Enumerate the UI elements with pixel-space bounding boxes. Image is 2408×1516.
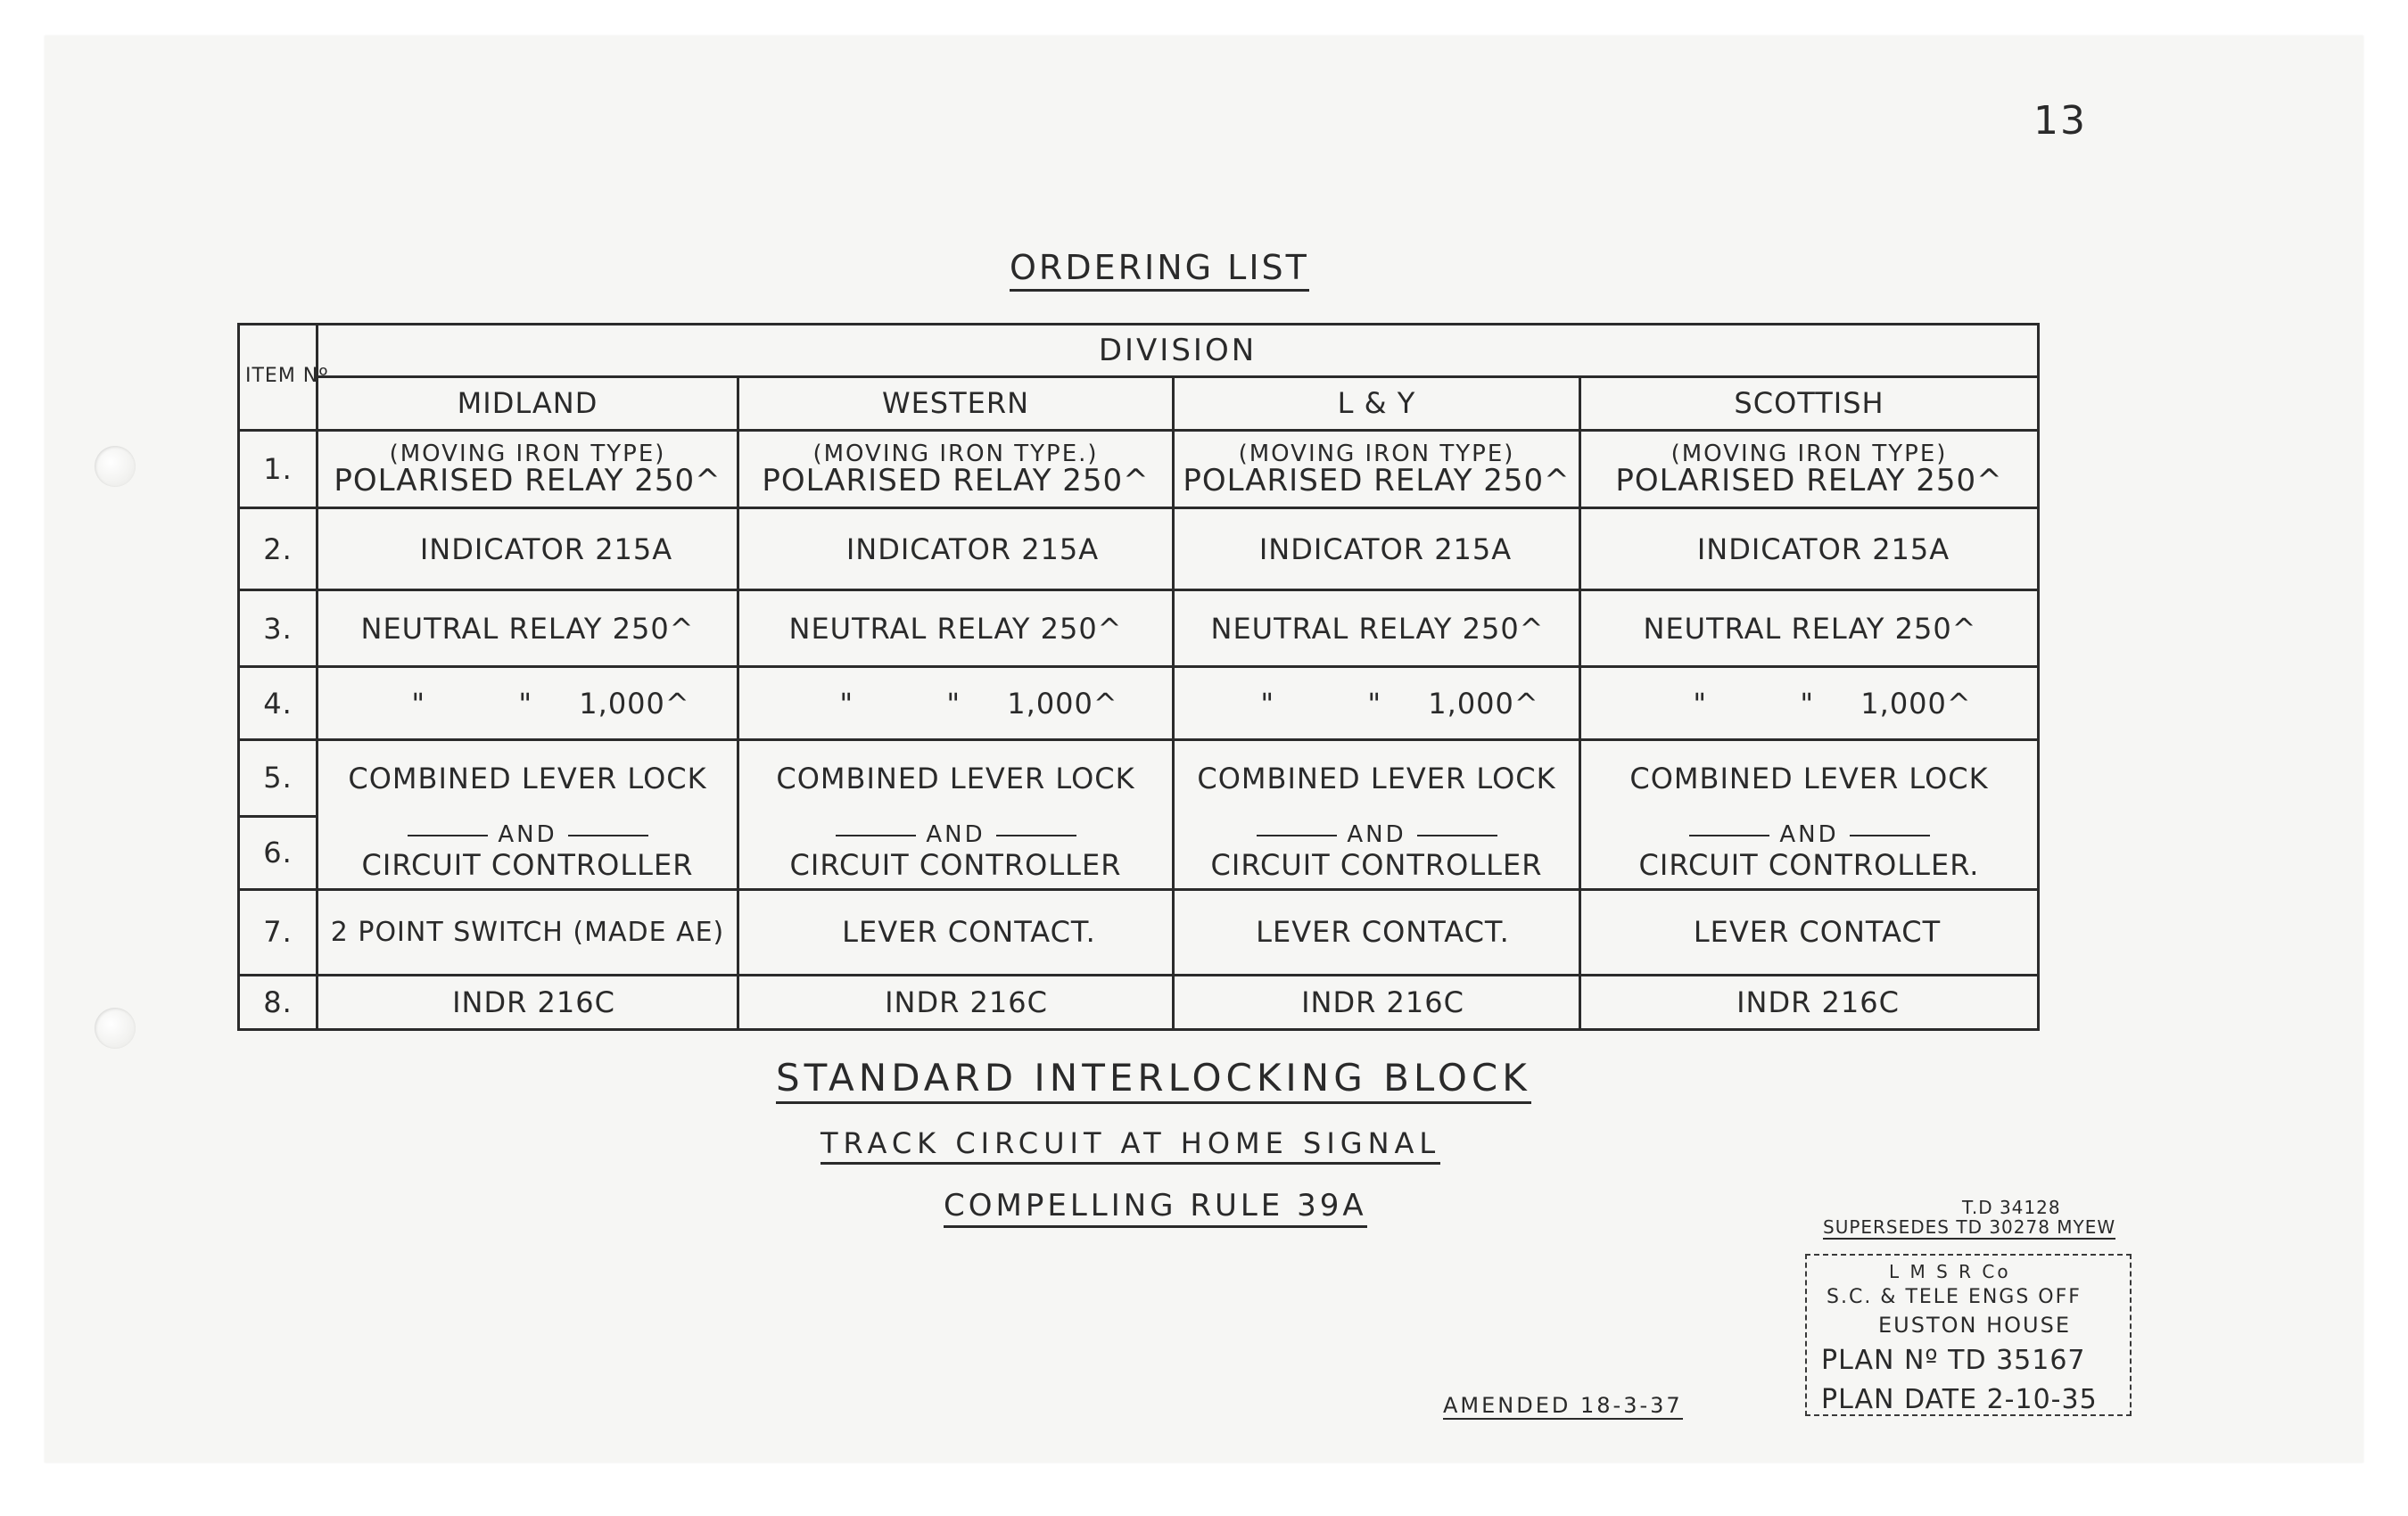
table-cell: NEUTRAL RELAY 250^ xyxy=(1174,590,1580,667)
cell-text: CIRCUIT CONTROLLER. xyxy=(1638,848,1980,883)
table-header-row xyxy=(239,325,2039,377)
division-western: WESTERN xyxy=(738,377,1174,430)
table-cell: NEUTRAL RELAY 250^ xyxy=(1580,590,2039,667)
table-cell xyxy=(317,816,738,889)
punch-hole-bottom xyxy=(95,1008,136,1049)
table-cell xyxy=(1580,816,2039,889)
stamp-box xyxy=(1805,1254,2132,1416)
ditto-value: 1,000^ xyxy=(1860,686,1972,721)
td-reference: T.D 34128 xyxy=(1962,1197,2061,1218)
table-cell: INDICATOR 215A xyxy=(1174,508,1580,590)
division-midland: MIDLAND xyxy=(317,377,738,430)
item-number: 2. xyxy=(239,508,317,590)
plan-date-value: 2-10-35 xyxy=(1986,1384,2098,1415)
relay-cell xyxy=(738,430,1174,508)
ditto-cell xyxy=(317,667,738,740)
item-number: 8. xyxy=(239,975,317,1029)
stamp-office: S.C. & TELE ENGS OFF xyxy=(1827,1286,2082,1308)
ditto-cell xyxy=(738,667,1174,740)
table-cell: INDR 216C xyxy=(1580,975,2039,1029)
relay-cell xyxy=(1580,430,2039,508)
relay-type-note: (MOVING IRON TYPE) xyxy=(389,440,666,467)
cell-text: CIRCUIT CONTROLLER xyxy=(1210,848,1543,883)
division-names-row xyxy=(239,377,2039,430)
table-cell: COMBINED LEVER LOCK xyxy=(317,739,738,816)
table-cell: COMBINED LEVER LOCK xyxy=(1580,739,2039,816)
page-title: ORDERING LIST xyxy=(1010,248,1309,292)
table-cell: INDICATOR 215A xyxy=(317,508,738,590)
and-connector: AND xyxy=(1587,821,2032,848)
item-number: 5. xyxy=(239,739,317,816)
and-connector: AND xyxy=(324,821,731,848)
ditto-mark: " xyxy=(946,686,961,721)
table-row xyxy=(239,667,2039,740)
ditto-mark: " xyxy=(518,686,533,721)
item-number: 4. xyxy=(239,667,317,740)
item-number: 1. xyxy=(239,430,317,508)
plan-date xyxy=(1821,1384,2098,1415)
table-cell: COMBINED LEVER LOCK xyxy=(738,739,1174,816)
table-row xyxy=(239,975,2039,1029)
table-row xyxy=(239,739,2039,816)
office-stamp xyxy=(1793,1193,2149,1427)
table-row xyxy=(239,590,2039,667)
table-cell: LEVER CONTACT. xyxy=(1174,889,1580,975)
ditto-mark: " xyxy=(411,686,426,721)
ditto-mark: " xyxy=(839,686,854,721)
table-cell: INDR 216C xyxy=(1174,975,1580,1029)
relay-type-note: (MOVING IRON TYPE) xyxy=(1238,440,1515,467)
table-cell: NEUTRAL RELAY 250^ xyxy=(738,590,1174,667)
table-row xyxy=(239,816,2039,889)
table-cell: INDR 216C xyxy=(738,975,1174,1029)
relay-type-note: (MOVING IRON TYPE.) xyxy=(812,440,1099,467)
and-connector: AND xyxy=(745,821,1167,848)
ditto-value: 1,000^ xyxy=(579,686,690,721)
table-cell: NEUTRAL RELAY 250^ xyxy=(317,590,738,667)
drawing-subtitle: TRACK CIRCUIT AT HOME SIGNAL xyxy=(821,1126,1440,1165)
table-row xyxy=(239,889,2039,975)
table-cell: COMBINED LEVER LOCK xyxy=(1174,739,1580,816)
stamp-location: EUSTON HOUSE xyxy=(1878,1313,2071,1338)
relay-cell xyxy=(1174,430,1580,508)
division-scottish: SCOTTISH xyxy=(1580,377,2039,430)
ditto-mark: " xyxy=(1367,686,1382,721)
relay-label: POLARISED RELAY 250^ xyxy=(334,462,722,498)
division-header: DIVISION xyxy=(317,325,2039,377)
table-cell xyxy=(1174,816,1580,889)
cell-text: CIRCUIT CONTROLLER xyxy=(789,848,1122,883)
ditto-mark: " xyxy=(1693,686,1708,721)
plan-number-label: PLAN Nº xyxy=(1821,1345,1939,1376)
plan-date-label: PLAN DATE xyxy=(1821,1384,1978,1415)
table-cell: LEVER CONTACT xyxy=(1580,889,2039,975)
item-number-header: ITEM Nº xyxy=(239,325,317,431)
item-number: 3. xyxy=(239,590,317,667)
and-connector: AND xyxy=(1180,821,1573,848)
relay-label: POLARISED RELAY 250^ xyxy=(762,462,1150,498)
ditto-value: 1,000^ xyxy=(1428,686,1539,721)
ditto-mark: " xyxy=(1260,686,1275,721)
table-cell: INDR 216C xyxy=(317,975,738,1029)
relay-cell xyxy=(317,430,738,508)
relay-label: POLARISED RELAY 250^ xyxy=(1183,462,1571,498)
table-row xyxy=(239,508,2039,590)
ditto-cell xyxy=(1174,667,1580,740)
ditto-mark: " xyxy=(1800,686,1815,721)
item-number: 7. xyxy=(239,889,317,975)
table-cell xyxy=(738,816,1174,889)
table-cell: INDICATOR 215A xyxy=(738,508,1174,590)
plan-number xyxy=(1821,1345,2086,1376)
relay-type-note: (MOVING IRON TYPE) xyxy=(1670,440,1948,467)
drawing-title: STANDARD INTERLOCKING BLOCK xyxy=(776,1056,1531,1104)
amended-note: AMENDED 18-3-37 xyxy=(1443,1393,1683,1418)
table-cell: 2 POINT SWITCH (MADE AE) xyxy=(317,889,738,975)
cell-text: CIRCUIT CONTROLLER xyxy=(361,848,694,883)
plan-number-value: TD 35167 xyxy=(1948,1345,2086,1376)
item-number: 6. xyxy=(239,816,317,889)
relay-label: POLARISED RELAY 250^ xyxy=(1615,462,2003,498)
stamp-company: L M S R Co xyxy=(1889,1261,2011,1282)
ditto-cell xyxy=(1580,667,2039,740)
division-l-and-y: L & Y xyxy=(1174,377,1580,430)
ditto-value: 1,000^ xyxy=(1007,686,1118,721)
punch-hole-top xyxy=(95,446,136,487)
table-cell: LEVER CONTACT. xyxy=(738,889,1174,975)
table-cell: INDICATOR 215A xyxy=(1580,508,2039,590)
supersedes-note: SUPERSEDES TD 30278 MYEW xyxy=(1823,1216,2116,1238)
ordering-table xyxy=(237,323,2040,1031)
drawing-rule: COMPELLING RULE 39A xyxy=(944,1188,1367,1228)
page-number: 13 xyxy=(2033,98,2087,144)
table-row xyxy=(239,430,2039,508)
